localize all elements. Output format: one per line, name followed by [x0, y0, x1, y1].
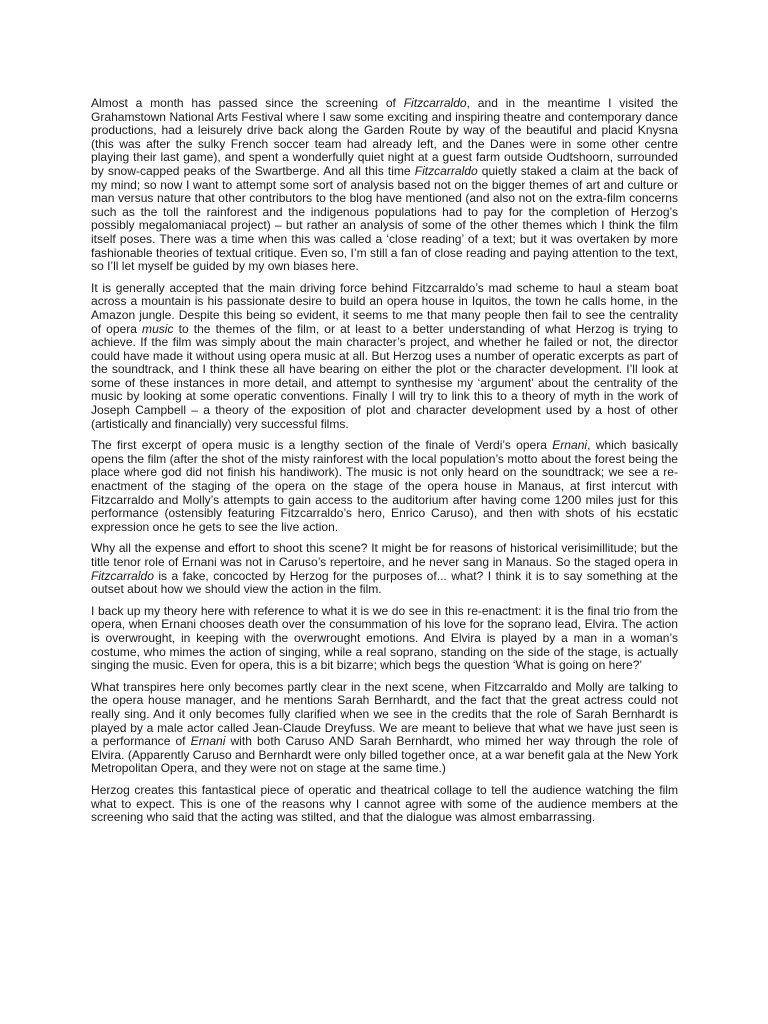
paragraph-2-emphasis-music: music	[142, 321, 174, 336]
paragraph-1-title-fitzcarraldo: Fitzcarraldo	[414, 163, 478, 178]
paragraph-4-title-fitzcarraldo: Fitzcarraldo	[91, 568, 154, 583]
paragraph-3	[91, 439, 678, 534]
paragraph-5-text: I back up my theory here with reference to what it is we do see in this re-enactment: it is the final trio from the opera, when Ernani chooses death over the consummation of his love for the soprano lead, Elvira. The action is overwrought, in keeping with the overwrought emotions. And Elvira is played by a man in a woman’s costume, who mimes the action of singing, while a real soprano, standing on the side of the stage, is actually singing the music. Even for opera, this is a bit bizarre; which begs the question ‘What is going on here?’	[91, 603, 678, 673]
paragraph-4-text: Why all the expense and effort to shoot this scene? It might be for reasons of historical verisimillitude; but the title tenor role of Ernani was not in Caruso’s repertoire, and he never sang in Manaus. So the staged opera in	[91, 541, 678, 569]
paragraph-4-text: is a fake, concocted by Herzog for the purposes of... what? I think it is to say something at the outset about how we should view the action in the film.	[91, 568, 678, 597]
paragraph-1-text: quietly staked a claim at the back of my mind; so now I want to attempt some sort of analysis based not on the bigger themes of art and culture or man versus nature that other contributors to the blog have mentioned (and also not on the extra-film concerns such as the toll the rainforest and the indigenous populations had to pay for the completion of Herzog’s possibly megalomaniacal project) – but rather an analysis of some of the other themes which I think the film itself poses. There was a time when this was called a ‘close reading’ of a text; but it was overtaken by more fashionable theories of textual critique. Even so, I’m still a fan of close reading and paying attention to the text, so I’ll let myself be guided by my own biases here.	[91, 163, 678, 274]
paragraph-2-text: to the themes of the film, or at least to a better understanding of what Herzog is trying to achieve. If the film was simply about the main character’s project, and whether he failed or not, the director could have made it without using opera music at all. But Herzog uses a number of operatic excerpts as part of the soundtrack, and I think these all have bearing on either the plot or the character development. I’ll look at some of these instances in more detail, and attempt to synthesise my ‘argument’ about the centrality of the music by looking at some operatic conventions. Finally I will try to link this to a theory of myth in the work of Joseph Campbell – a theory of the exposition of plot and character development used by a host of other (artistically and financially) very successful films.	[91, 321, 678, 431]
paragraph-6-text: with both Caruso AND Sarah Bernhardt, who mimed her way through the role of Elvira. (Apparently Caruso and Bernhardt were only billed together once, at a war benefit gala at the New York Metropolitan Opera, and they were not on stage at the same time.)	[91, 734, 678, 776]
paragraph-3-text: , which basically opens the film (after the shot of the misty rainforest with the local population’s motto about the forest being the place where god did not finish his handiwork). The music is not only heard on the soundtrack; we see a re-enactment of the staging of the opera on the stage of the opera house in Manaus, at first intercut with Fitzcarraldo and Molly’s attempts to gain access to the auditorium after having come 1200 miles just for this performance (ostensibly featuring Fitzcarraldo’s hero, Enrico Caruso), and then with shots of his ecstatic expression once he gets to see the live action.	[91, 438, 678, 534]
paragraph-6-text: What transpires here only becomes partly clear in the next scene, when Fitzcarraldo and Molly are talking to the opera house manager, and he mentions Sarah Bernhardt, and the fact that the great actress could not really sing. And it only becomes fully clarified when we see in the credits that the role of Sarah Bernhardt is played by a male actor called Jean-Claude Dreyfuss. We are meant to believe that what we have just seen is a performance of	[91, 679, 678, 749]
paragraph-1-title-fitzcarraldo: Fitzcarraldo	[403, 96, 467, 110]
paragraph-1-text: , and in the meantime I visited the Grahamstown National Arts Festival where I saw some exciting and inspiring theatre and contemporary dance productions, had a leisurely drive back along the Garden Route by way of the beautiful and placid Knysna (this was after the sulky French soccer team had already left, and the Danes were in some other centre playing their last game), and spent a wonderfully quiet night at a guest farm outside Oudtshoorn, surrounded by snow-capped peaks of the Swartberge. And all this time	[91, 96, 678, 178]
paragraph-3-text: The first excerpt of opera music is a lengthy section of the finale of Verdi’s opera	[91, 438, 553, 453]
paragraph-3-title-ernani: Ernani	[552, 438, 588, 453]
paragraph-6	[91, 681, 678, 776]
paragraph-1-text: Almost a month has passed since the screening of	[91, 96, 404, 110]
paragraph-7-text: Herzog creates this fantastical piece of operatic and theatrical collage to tell the audience watching the film what to expect. This is one of the reasons why I cannot agree with some of the audience members at the screening who said that the acting was stilted, and that the dialogue was almost embarrassing.	[91, 782, 678, 825]
paragraph-1	[91, 97, 678, 274]
paragraph-2-text: It is generally accepted that the main driving force behind Fitzcarraldo’s mad scheme to haul a steam boat across a mountain is his passionate desire to build an opera house in Iquitos, the town he calls home, in the Amazon jungle. Despite this being so evident, it seems to me that many people then fail to see the centrality of opera	[91, 280, 678, 336]
paragraph-4	[91, 542, 678, 596]
paragraph-2	[91, 282, 678, 432]
paragraph-7	[91, 784, 678, 825]
document-body	[91, 97, 678, 833]
paragraph-5	[91, 605, 678, 673]
paragraph-6-title-ernani: Ernani	[190, 734, 226, 749]
